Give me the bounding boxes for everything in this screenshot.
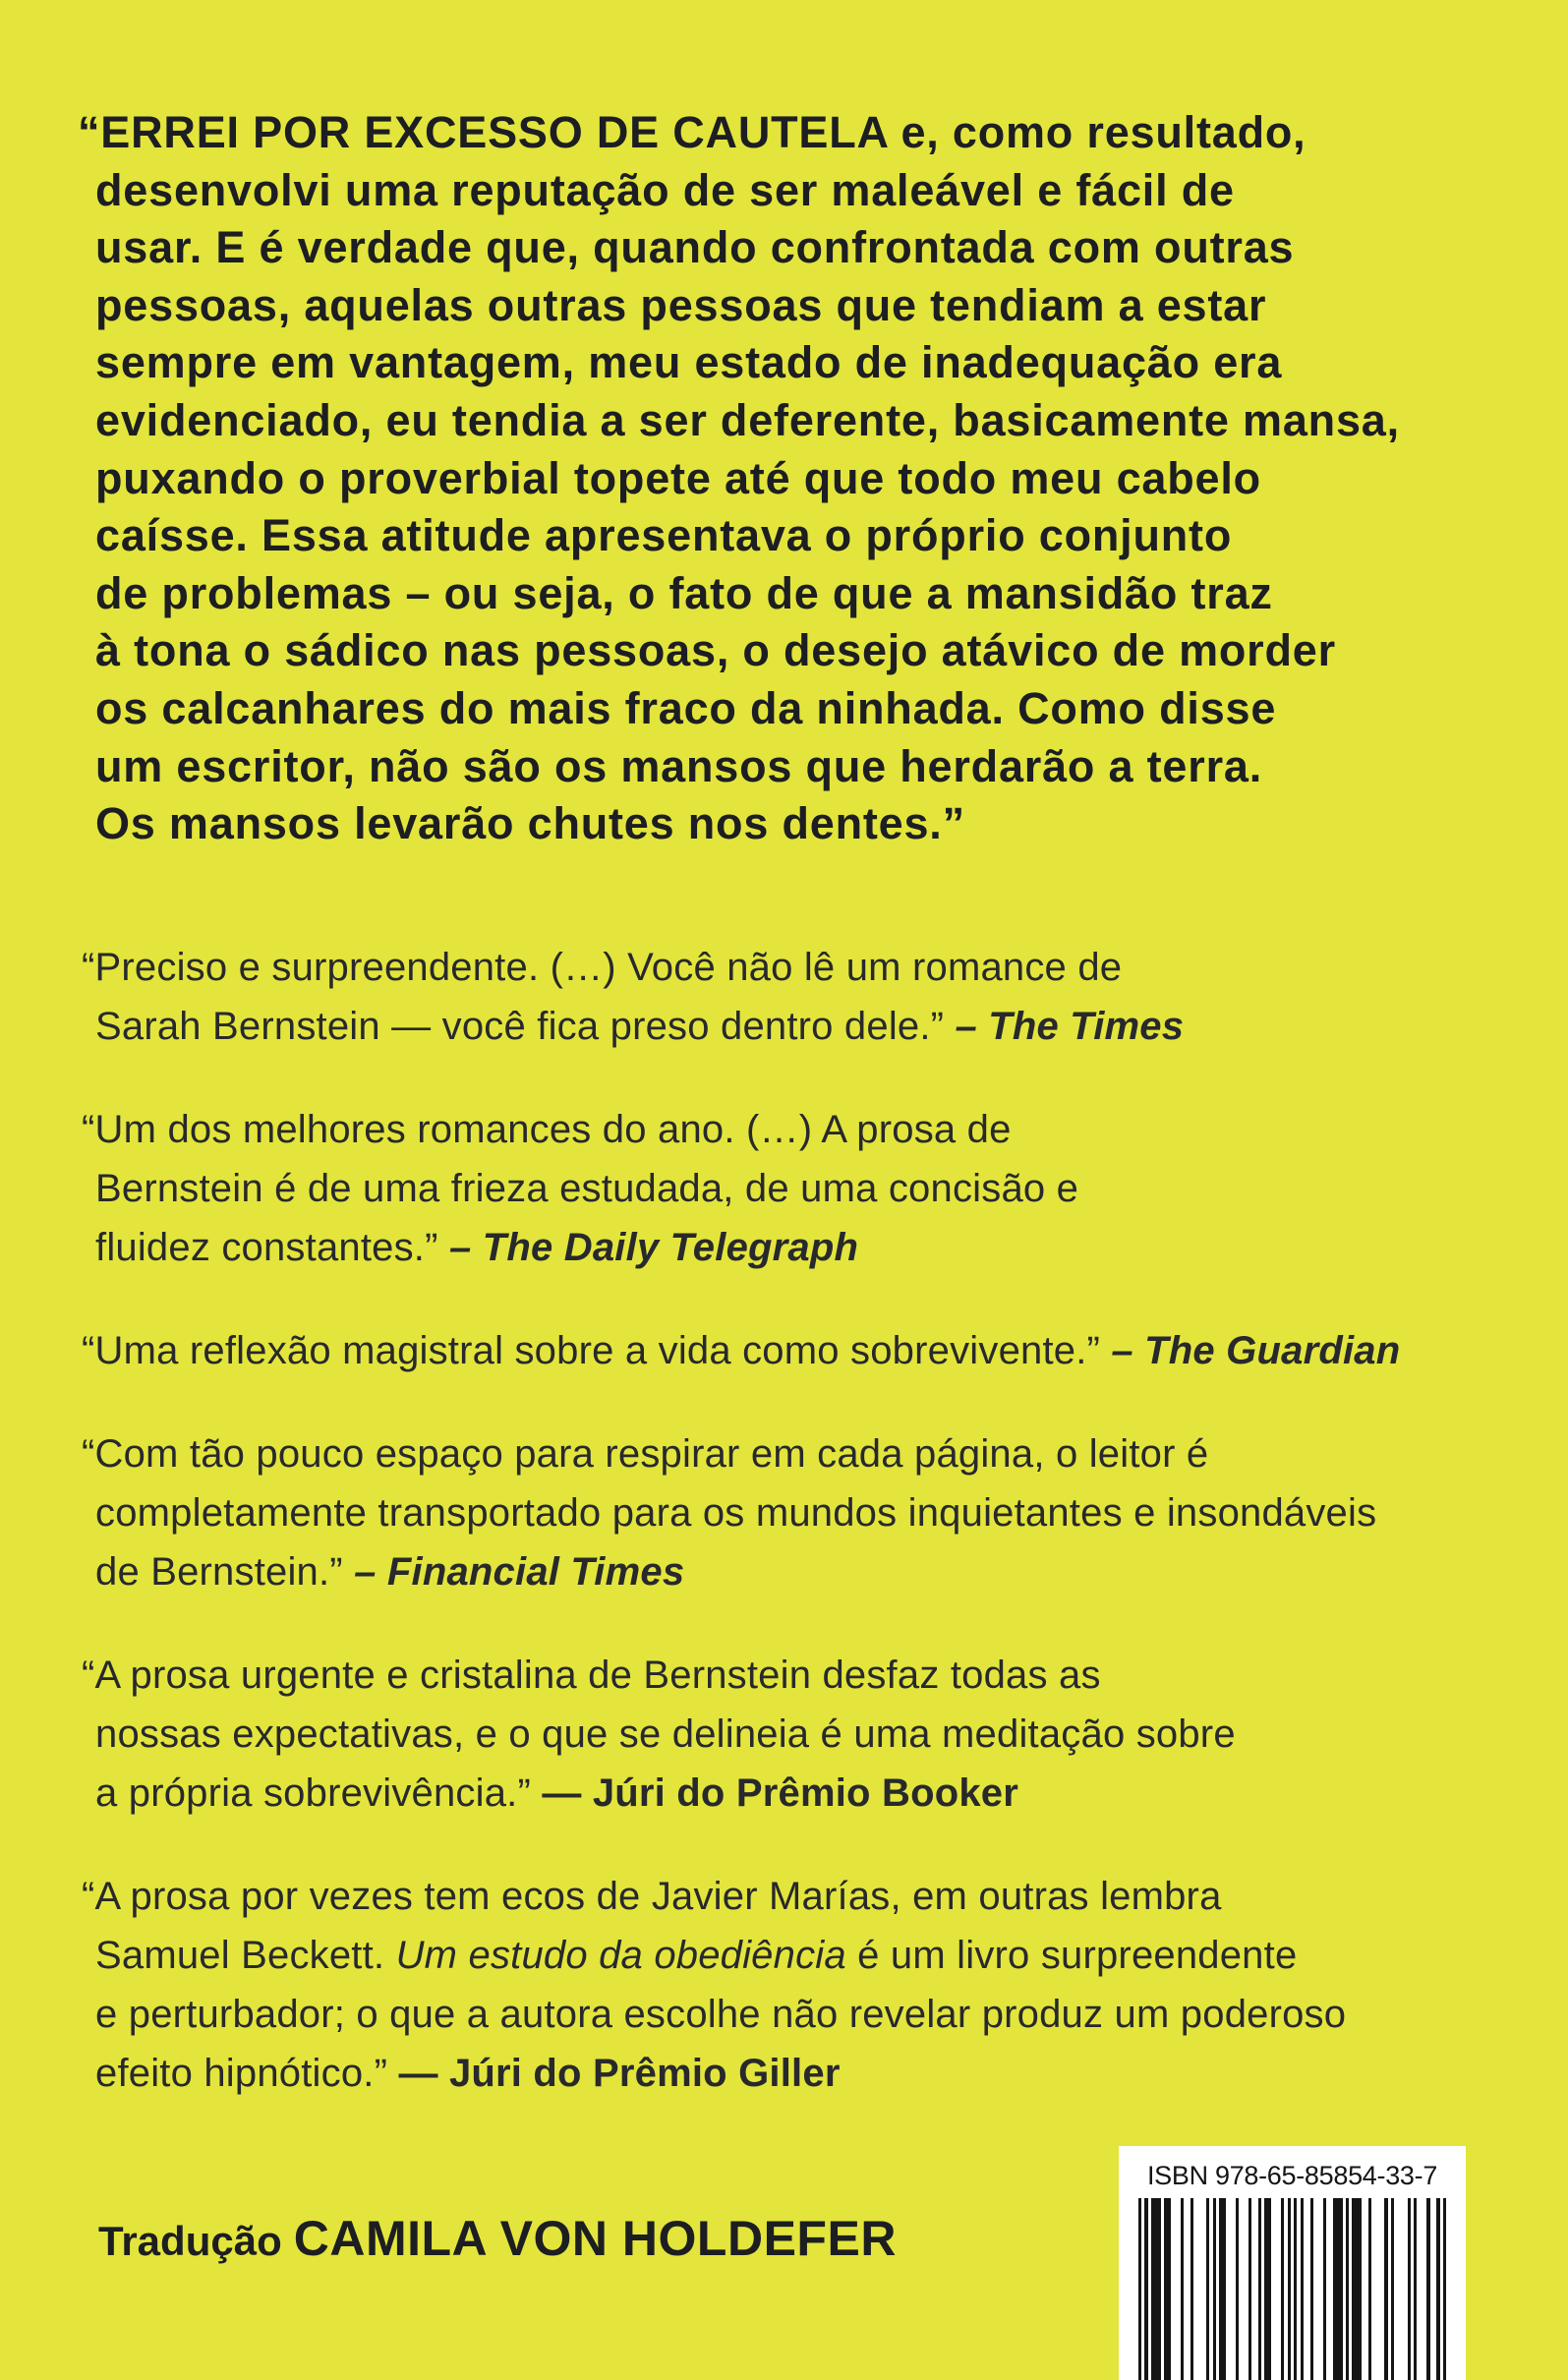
blurb-text: de Bernstein.” bbox=[95, 1549, 355, 1594]
quote-line: evidenciado, eu tendia a ser deferente, basicamente mansa, bbox=[95, 394, 1400, 445]
blurb-text: “Com tão pouco espaço para respirar em cada página, o leitor é bbox=[82, 1431, 1209, 1476]
quote-line: um escritor, não são os mansos que herdarão a terra. bbox=[95, 740, 1263, 791]
review-blurb bbox=[82, 1321, 1511, 1380]
blurb-text: Bernstein é de uma frieza estudada, de uma concisão e bbox=[95, 1166, 1079, 1210]
blurb-text: é um livro surpreendente bbox=[845, 1933, 1298, 1977]
text-column bbox=[78, 104, 1511, 2103]
quote-line: Os mansos levarão chutes nos dentes.” bbox=[95, 798, 965, 849]
quote-line: puxando o proverbial topete até que todo meu cabelo bbox=[95, 452, 1261, 503]
review-blurb bbox=[82, 1646, 1511, 1823]
blurb-text: “Um dos melhores romances do ano. (…) A prosa de bbox=[82, 1107, 1012, 1151]
blurb-line bbox=[82, 1100, 1511, 1159]
quote-line: à tona o sádico nas pessoas, o desejo atávico de morder bbox=[95, 625, 1336, 676]
blurb-line bbox=[95, 1542, 1511, 1601]
blurb-text: nossas expectativas, e o que se delineia é uma meditação sobre bbox=[95, 1712, 1236, 1756]
blurb-line bbox=[95, 1483, 1511, 1542]
blurb-line bbox=[95, 2044, 1511, 2103]
blurb-line bbox=[95, 997, 1511, 1056]
blurb-text: completamente transportado para os mundos inquietantes e insondáveis bbox=[95, 1490, 1377, 1535]
quote-line: “ERREI POR EXCESSO DE CAUTELA e, como resultado, bbox=[78, 107, 1307, 157]
main-quote bbox=[78, 104, 1511, 853]
isbn-panel bbox=[1119, 2146, 1466, 2380]
review-source: — Júri do Prêmio Booker bbox=[542, 1770, 1019, 1815]
blurb-line bbox=[82, 1867, 1511, 1926]
blurb-line bbox=[95, 1985, 1511, 2044]
review-blurb bbox=[82, 938, 1511, 1056]
blurb-line bbox=[95, 1926, 1511, 1985]
blurb-line bbox=[95, 1705, 1511, 1764]
blurb-text: “Uma reflexão magistral sobre a vida como sobrevivente.” bbox=[82, 1328, 1112, 1372]
review-source: – The Times bbox=[955, 1004, 1185, 1048]
blurb-line bbox=[82, 1321, 1511, 1380]
blurb-line bbox=[82, 938, 1511, 997]
blurb-text: a própria sobrevivência.” bbox=[95, 1770, 543, 1815]
review-blurb bbox=[82, 1424, 1511, 1601]
blurb-text: “A prosa urgente e cristalina de Bernstein desfaz todas as bbox=[82, 1653, 1101, 1697]
review-blurb bbox=[82, 1100, 1511, 1277]
blurb-text: Samuel Beckett. bbox=[95, 1933, 396, 1977]
blurb-text: e perturbador; o que a autora escolhe não revelar produz um poderoso bbox=[95, 1992, 1347, 2036]
review-source: — Júri do Prêmio Giller bbox=[398, 2051, 841, 2095]
blurb-line bbox=[95, 1159, 1511, 1218]
blurb-text: Sarah Bernstein — você fica preso dentro dele.” bbox=[95, 1004, 956, 1048]
translator-label: Tradução bbox=[98, 2218, 282, 2264]
review-source: – The Guardian bbox=[1111, 1328, 1401, 1372]
translator-credit bbox=[98, 2210, 897, 2267]
review-source: – Financial Times bbox=[354, 1549, 685, 1594]
blurb-text: fluidez constantes.” bbox=[95, 1225, 449, 1269]
quote-line: usar. E é verdade que, quando confrontada com outras bbox=[95, 222, 1295, 273]
blurb-text: efeito hipnótico.” bbox=[95, 2051, 399, 2095]
blurb-line bbox=[95, 1764, 1511, 1823]
quote-line: os calcanhares do mais fraco da ninhada. Como disse bbox=[95, 682, 1277, 733]
blurb-text: “Preciso e surpreendente. (…) Você não lê um romance de bbox=[82, 945, 1123, 989]
quote-line: sempre em vantagem, meu estado de inadequação era bbox=[95, 337, 1283, 388]
quote-line: pessoas, aquelas outras pessoas que tendiam a estar bbox=[95, 279, 1267, 330]
quote-line: desenvolvi uma reputação de ser maleável e fácil de bbox=[95, 164, 1235, 215]
review-blurb bbox=[82, 1867, 1511, 2103]
blurb-text: “A prosa por vezes tem ecos de Javier Marías, em outras lembra bbox=[82, 1874, 1222, 1918]
quote-line: caísse. Essa atitude apresentava o próprio conjunto bbox=[95, 510, 1233, 561]
isbn-label: ISBN 978-65-85854-33-7 bbox=[1146, 2161, 1438, 2190]
translator-name: CAMILA VON HOLDEFER bbox=[293, 2211, 897, 2266]
blurb-line bbox=[95, 1218, 1511, 1277]
blurb-line bbox=[82, 1424, 1511, 1483]
quote-line: de problemas – ou seja, o fato de que a mansidão traz bbox=[95, 567, 1273, 618]
review-source: – The Daily Telegraph bbox=[448, 1225, 859, 1269]
barcode bbox=[1119, 2198, 1466, 2380]
press-reviews bbox=[82, 938, 1511, 2103]
barcode-bar bbox=[1443, 2198, 1446, 2380]
book-title: Um estudo da obediência bbox=[395, 1933, 846, 1977]
blurb-line bbox=[82, 1646, 1511, 1705]
